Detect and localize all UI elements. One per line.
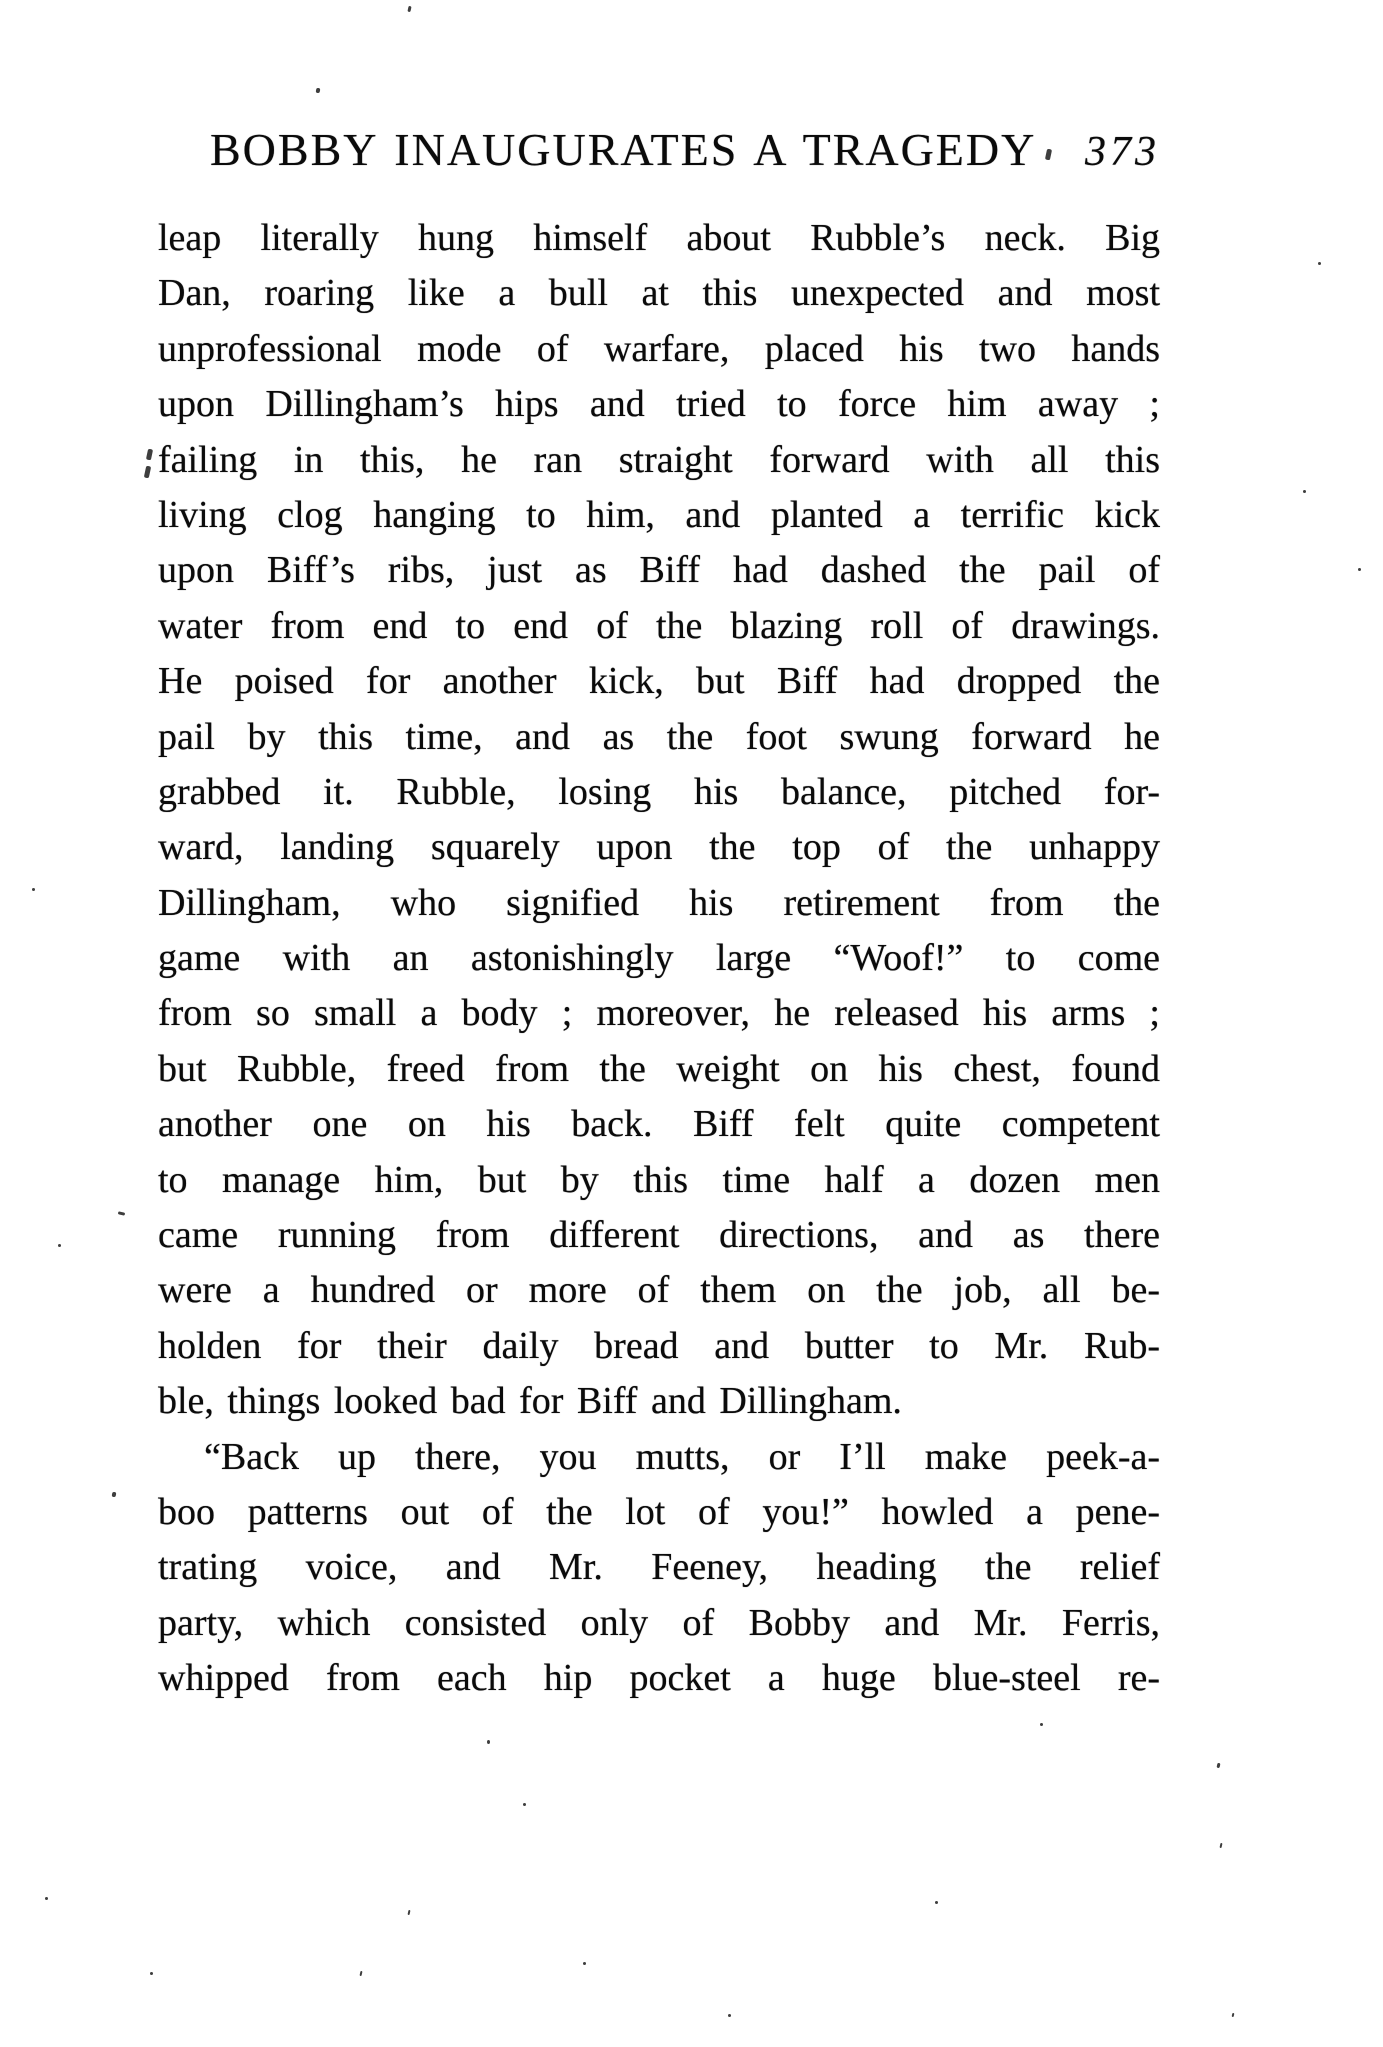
text-line: grabbed it. Rubble, losing his balance, pitched for-: [158, 770, 1160, 813]
scan-speck: [32, 888, 35, 891]
body-text: [158, 211, 1160, 1707]
text-line: He poised for another kick, but Biff had dropped the: [158, 660, 1160, 703]
page-number: 373: [1085, 129, 1160, 175]
text-line: leap literally hung himself about Rubble’s neck. Big: [158, 217, 1160, 259]
scan-speck: [144, 466, 151, 479]
scan-speck: [1358, 568, 1361, 571]
scan-speck: [1232, 2013, 1235, 2017]
text-line: Dillingham, who signified his retirement from the: [158, 881, 1160, 924]
scan-speck: [487, 1740, 490, 1744]
scan-speck: [150, 1972, 153, 1975]
scan-speck: [583, 1962, 586, 1965]
running-header: [158, 124, 1160, 178]
scan-speck: [360, 1971, 363, 1976]
text-line: party, which consisted only of Bobby and Mr. Ferris,: [158, 1601, 1160, 1644]
text-line: Dan, roaring like a bull at this unexpected and most: [158, 272, 1160, 315]
chapter-title: BOBBY INAUGURATES A TRAGEDY: [210, 124, 1037, 175]
scan-speck: [112, 1492, 117, 1498]
text-line: came running from different directions, and as there: [158, 1214, 1160, 1257]
scan-speck: [58, 1244, 61, 1247]
text-line: were a hundred or more of them on the job, all be-: [158, 1269, 1160, 1312]
text-line: but Rubble, freed from the weight on his chest, found: [158, 1047, 1160, 1090]
scan-speck: [728, 2014, 731, 2017]
text-line: living clog hanging to him, and planted a terrific kick: [158, 493, 1160, 536]
text-line: unprofessional mode of warfare, placed his two hands: [158, 327, 1160, 370]
text-line: trating voice, and Mr. Feeney, heading the relief: [158, 1546, 1160, 1589]
scan-speck: [1217, 1763, 1221, 1769]
text-line: boo patterns out of the lot of you!” howled a pene-: [158, 1490, 1160, 1533]
text-line-paragraph-end: ble, things looked bad for Biff and Dillingham.: [158, 1380, 902, 1423]
text-line: failing in this, he ran straight forward with all this: [158, 438, 1160, 481]
scan-speck: [1220, 1843, 1223, 1848]
text-line: whipped from each hip pocket a huge blue-steel re-: [158, 1657, 1160, 1700]
scan-speck: [1040, 1723, 1043, 1726]
text-line: game with an astonishingly large “Woof!” to come: [158, 937, 1160, 980]
text-line: holden for their daily bread and butter to Mr. Rub-: [158, 1324, 1160, 1367]
text-line: water from end to end of the blazing roll of drawings.: [158, 604, 1160, 647]
text-line: ward, landing squarely upon the top of the unhappy: [158, 826, 1160, 869]
text-line: upon Dillingham’s hips and tried to force him away ;: [158, 383, 1160, 426]
text-line: another one on his back. Biff felt quite competent: [158, 1103, 1160, 1146]
scan-speck: [1318, 262, 1321, 265]
scan-speck: [523, 1803, 526, 1806]
scan-speck: [407, 6, 411, 12]
scan-speck: [935, 1901, 938, 1904]
text-line-paragraph-start: “Back up there, you mutts, or I’ll make peek-a-: [204, 1435, 1160, 1478]
text-line: from so small a body ; moreover, he released his arms ;: [158, 992, 1160, 1035]
text-line: upon Biff’s ribs, just as Biff had dashed the pail of: [158, 549, 1160, 592]
scan-speck: [316, 88, 321, 94]
text-line: pail by this time, and as the foot swung forward he: [158, 715, 1160, 758]
scan-speck: [118, 1211, 125, 1215]
text-line: to manage him, but by this time half a dozen men: [158, 1158, 1160, 1201]
scan-speck: [146, 449, 153, 461]
scan-speck: [45, 1897, 48, 1900]
scan-speck: [408, 1910, 411, 1915]
scan-speck: [1303, 490, 1306, 493]
